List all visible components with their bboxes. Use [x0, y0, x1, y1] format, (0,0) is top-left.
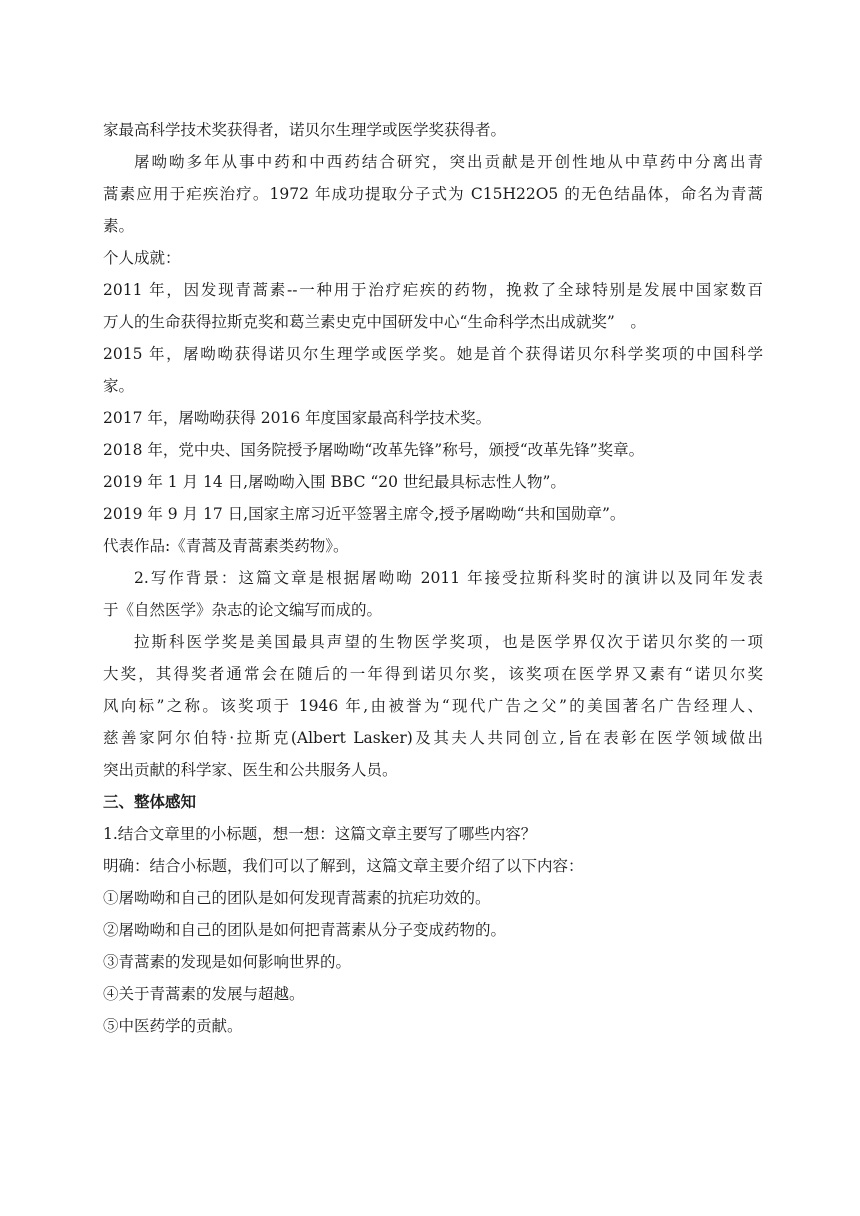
paragraph-line: 大奖，其得奖者通常会在随后的一年得到诺贝尔奖，该奖项在医学界又素有“诺贝尔奖 [103, 665, 763, 683]
answer-list [103, 882, 763, 1042]
paragraph-line: 慈善家阿尔伯特·拉斯克(Albert Lasker)及其夫人共同创立,旨在表彰在医学领域做出 [103, 729, 763, 747]
achievement-line: 万人的生命获得拉斯克奖和葛兰素史克中国研发中心“生命科学杰出成就奖” 。 [103, 313, 646, 331]
achievements-list [103, 274, 763, 530]
answer-item: ④关于青蒿素的发展与超越。 [103, 985, 305, 1003]
answer-intro: 明确：结合小标题，我们可以了解到，这篇文章主要介绍了以下内容： [103, 857, 584, 875]
paragraph-line: 屠呦呦多年从事中药和中西药结合研究，突出贡献是开创性地从中草药中分离出青 [134, 153, 763, 171]
background-paragraph [103, 562, 763, 626]
intro-tail-line: 家最高科学技术奖获得者，诺贝尔生理学或医学奖获得者。 [103, 121, 507, 139]
answer-item: ⑤中医药学的贡献。 [103, 1017, 243, 1035]
achievement-line: 2015 年，屠呦呦获得诺贝尔生理学或医学奖。她是首个获得诺贝尔科学奖项的中国科学 [103, 345, 763, 363]
paragraph-line: 于《自然医学》杂志的论文编写而成的。 [103, 601, 383, 619]
achievements-label: 个人成就： [103, 249, 181, 267]
answer-item: ②屠呦呦和自己的团队是如何把青蒿素从分子变成药物的。 [103, 921, 507, 939]
representative-works: 代表作品:《青蒿及青蒿素类药物》。 [103, 537, 349, 555]
paragraph-line: 突出贡献的科学家、医生和公共服务人员。 [103, 761, 398, 779]
paragraph-line: 素。 [103, 217, 135, 235]
question-line: 1.结合文章里的小标题，想一想：这篇文章主要写了哪些内容？ [103, 825, 537, 843]
achievement-line: 2019 年 9 月 17 日,国家主席习近平签署主席令,授予屠呦呦“共和国勋章”。 [103, 505, 626, 523]
achievement-line: 2019 年 1 月 14 日,屠呦呦入围 BBC “20 世纪最具标志性人物”。 [103, 473, 566, 491]
paragraph-line: 蒿素应用于疟疾治疗。1972 年成功提取分子式为 C15H22O5 的无色结晶体，命名为青蒿 [103, 185, 763, 203]
paragraph-line: 风向标”之称。该奖项于 1946 年,由被誉为“现代广告之父”的美国著名广告经理人、 [103, 697, 763, 715]
answer-item: ③青蒿素的发现是如何影响世界的。 [103, 953, 352, 971]
lasker-paragraph [103, 626, 763, 786]
achievement-line: 家。 [103, 377, 135, 395]
achievement-line: 2017 年，屠呦呦获得 2016 年度国家最高科学技术奖。 [103, 409, 492, 427]
paragraph-line: 2.写作背景：这篇文章是根据屠呦呦 2011 年接受拉斯科奖时的演讲以及同年发表 [134, 569, 763, 587]
answer-item: ①屠呦呦和自己的团队是如何发现青蒿素的抗疟功效的。 [103, 889, 491, 907]
achievement-line: 2011 年，因发现青蒿素--一种用于治疗疟疾的药物，挽救了全球特别是发展中国家数百 [103, 281, 763, 299]
paragraph-line: 拉斯科医学奖是美国最具声望的生物医学奖项，也是医学界仅次于诺贝尔奖的一项 [134, 633, 763, 651]
achievement-line: 2018 年，党中央、国务院授予屠呦呦“改革先锋”称号，颁授“改革先锋”奖章。 [103, 441, 645, 459]
document-body [103, 114, 763, 1042]
section-heading: 三、整体感知 [103, 793, 197, 811]
research-paragraph [103, 146, 763, 242]
